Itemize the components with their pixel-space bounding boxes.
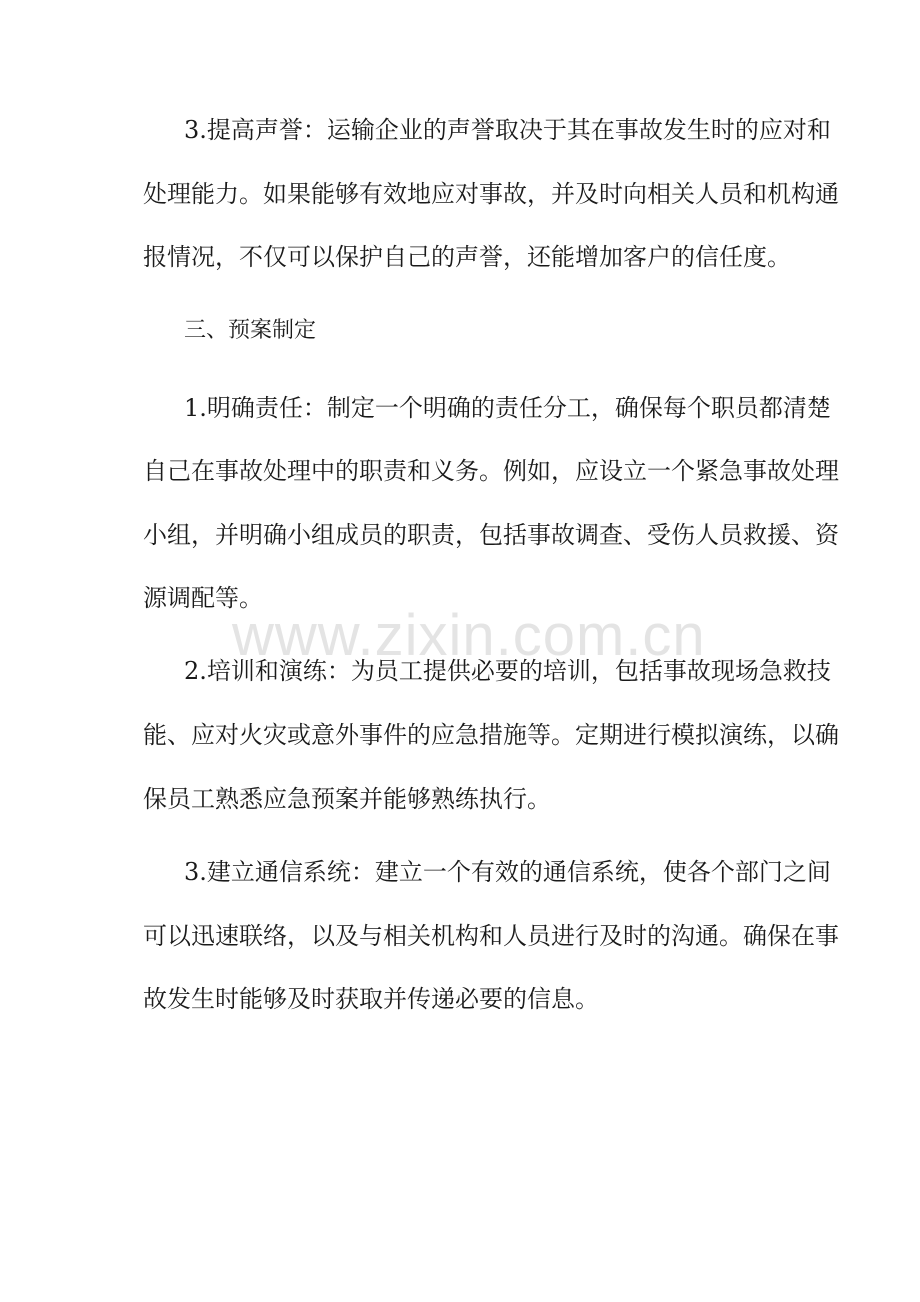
paragraph-line: 3.建立通信系统：建立一个有效的通信系统，使各个部门之间: [184, 858, 831, 886]
paragraph-line: 3.提高声誉：运输企业的声誉取决于其在事故发生时的应对和: [184, 116, 831, 144]
paragraph-line: 可以迅速联络，以及与相关机构和人员进行及时的沟通。确保在事: [143, 922, 839, 950]
paragraph-line: 自己在事故处理中的职责和义务。例如，应设立一个紧急事故处理: [143, 457, 839, 485]
paragraph-line: 保员工熟悉应急预案并能够熟练执行。: [143, 785, 551, 813]
paragraph-line: 故发生时能够及时获取并传递必要的信息。: [143, 985, 599, 1013]
paragraph-line: 源调配等。: [143, 584, 263, 612]
paragraph-line: 报情况，不仅可以保护自己的声誉，还能增加客户的信任度。: [143, 243, 791, 271]
paragraph-line: 1.明确责任：制定一个明确的责任分工，确保每个职员都清楚: [184, 394, 831, 422]
paragraph-line: 处理能力。如果能够有效地应对事故，并及时向相关人员和机构通: [143, 180, 839, 208]
paragraph-line: 小组，并明确小组成员的职责，包括事故调查、受伤人员救援、资: [143, 521, 839, 549]
watermark: www.zixin.com.cn: [232, 603, 706, 668]
paragraph-line: 2.培训和演练：为员工提供必要的培训，包括事故现场急救技: [184, 657, 831, 685]
paragraph-line: 能、应对火灾或意外事件的应急措施等。定期进行模拟演练，以确: [143, 721, 839, 749]
section-heading: 三、预案制定: [184, 318, 317, 343]
